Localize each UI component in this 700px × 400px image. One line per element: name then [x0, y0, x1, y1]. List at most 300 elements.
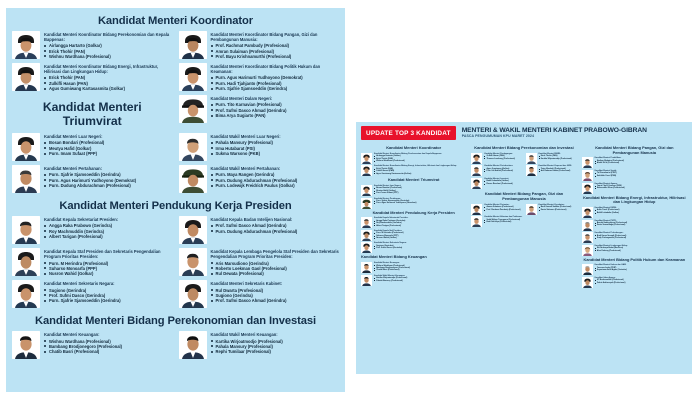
- list-item: Supratman Andi Agtas (Gerindra): [595, 269, 687, 271]
- list-item: Roy Machmuddin (Gerindra): [374, 222, 466, 224]
- list-item: Agus Gumiwang Kartasasmita (Golkar): [44, 86, 173, 91]
- entry-role: Kandidat Menteri Agama:: [594, 182, 618, 185]
- entry: [12, 165, 173, 193]
- entry-role: Kandidat Menteri Koordinator Bidang Energi, Infrastruktur, Hilirisasi dan Lingkungan Hidup:: [44, 64, 159, 75]
- mini-entry: [582, 170, 687, 181]
- entry-role: Kandidat Menteri Investasi:: [484, 177, 509, 180]
- section-triumvirat-head-row: [12, 95, 339, 133]
- list-item: Dante Saksono (Profesional): [539, 209, 577, 211]
- candidate-photo: [361, 185, 372, 196]
- entry-role: Kandidat Menteri PUPR:: [594, 219, 617, 222]
- entry: [179, 31, 340, 59]
- mini-entry: [526, 165, 577, 176]
- entry-name-list: [211, 102, 340, 118]
- entry-body: [44, 248, 173, 276]
- candidate-photo: [179, 31, 207, 59]
- candidate-photo: [471, 216, 482, 227]
- candidate-photo: [179, 133, 207, 161]
- list-item: Arifin Tasrif (Profesional): [595, 209, 687, 211]
- entry-name-list: [44, 288, 173, 304]
- candidate-photo: [471, 204, 482, 215]
- entry-name-list: [44, 75, 173, 91]
- entry-name-list: [211, 140, 340, 156]
- list-item: Prof. Sufmi Dasco (Gerindra): [374, 247, 466, 249]
- entry-body: [44, 133, 173, 156]
- mini-column-3: [582, 144, 687, 290]
- entry-role: Kandidat Menteri Koordinator Bidang Perekonomian dan Kepala Bappenas:: [44, 32, 170, 43]
- candidate-photo: [12, 133, 40, 161]
- list-item: Nasaruddin Umar (Profesional): [595, 187, 687, 189]
- mini-section-title: Kandidat Menteri Bidang Pangan, Gizi dan Pembangunan Manusia: [595, 145, 674, 155]
- list-item: Wishnu Wardhana (Profesional): [374, 160, 466, 162]
- mini-section-title: Kandidat Menteri Bidang Energi, Infrastruktur, Hilirisasi dan Lingkungan Hidup: [583, 194, 686, 205]
- list-item: Purn. Agus Harimurti Yudhoyono (Demokrat): [211, 75, 340, 80]
- list-item: Bahlil Lahadalia (Golkar): [484, 180, 522, 182]
- poster-subtitle: PASCA PENGUMUMAN KPU MARET 2024: [461, 134, 535, 139]
- entry-role: Kandidat Menteri ESDM:: [594, 206, 617, 209]
- entry-role: Kandidat Menteri Pertahanan:: [374, 197, 401, 200]
- list-item: Meutya Hafid (Golkar): [44, 146, 173, 151]
- mini-section-title: Kandidat Menteri Bidang Pangan, Gizi dan Pembangunan Manusia: [484, 191, 564, 202]
- list-item: Prof. Rachmat Pambudy (Profesional): [484, 209, 522, 211]
- list-item: Rul Dwarta (Profesional): [211, 288, 340, 293]
- list-item: Sukma Warsono (PKB): [211, 151, 340, 156]
- list-item: Aris Marsudiono (Gerindra): [211, 261, 340, 266]
- entry: [12, 216, 173, 244]
- candidate-photo: [179, 95, 207, 123]
- entry-role: Kandidat Wakil Menteri Keuangan:: [210, 332, 278, 338]
- entry-role: Kandidat Wakil Menteri Keuangan:: [374, 274, 406, 277]
- mini-body: [484, 216, 522, 223]
- list-item: Purn. Imam Sufaat (PPP): [374, 192, 466, 194]
- entry-name-list: [595, 235, 687, 240]
- mini-entry: [471, 153, 522, 164]
- entry-name-list: [44, 43, 173, 59]
- mini-body: [595, 220, 687, 227]
- list-item: ST Burhanuddin (Profesional): [595, 279, 687, 281]
- entry-body: [44, 280, 173, 303]
- list-item: Airlangga Hartarto (Golkar): [374, 155, 466, 157]
- list-item: Nadiem Makarim (Profesional): [595, 160, 687, 162]
- mini-body: [484, 178, 522, 185]
- entry-name-list: [374, 220, 466, 227]
- list-item: Zulkifli Hasan (PAN): [44, 81, 173, 86]
- list-item: Purn. Dudung Abdurachman (Profesional): [211, 178, 340, 183]
- entry-role: Kandidat Menteri Hukum dan HAM:: [594, 264, 627, 267]
- list-item: Purn. Agus Harimurti Yudhoyono (Demokrat): [374, 202, 466, 204]
- entry-role: Kandidat Wakil Menteri Luar Negeri:: [210, 134, 281, 140]
- entry-body: [211, 95, 340, 118]
- list-item: Angga Raka Prabowo (Gerindra): [44, 223, 173, 228]
- candidate-photo: [582, 232, 593, 243]
- entry-role: Kandidat Menteri Lingkungan Hidup:: [594, 244, 628, 247]
- mini-section-title: Kandidat Menteri Triumvirat: [387, 177, 440, 183]
- list-item: Tri Rismaharini (PDIP): [595, 172, 687, 174]
- list-item: Kartika Wirjoatmodjo (Profesional): [539, 158, 577, 160]
- entry-role: Kandidat Menteri Sekretaris Kabinet:: [210, 281, 283, 287]
- list-item: Erick Thohir (PAN): [44, 49, 173, 54]
- entry-body: [211, 63, 340, 91]
- list-item: Abdul Mu'ti (Profesional): [595, 162, 687, 164]
- list-item: Suharso Monoarfa (PPP): [44, 266, 173, 271]
- list-item: Nusron Wahid (Golkar): [374, 237, 466, 239]
- list-item: Suharso Monoarfa (PPP): [374, 235, 466, 237]
- entry-body: [44, 31, 173, 59]
- entry: [179, 331, 340, 359]
- mini-entry: [361, 185, 466, 196]
- entry-role: Kandidat Kepala Badan Intelijen Nasional:: [210, 217, 293, 223]
- entry-role: Kandidat Menteri Sosial:: [594, 169, 617, 172]
- mini-entry: [582, 277, 687, 288]
- entry-body: [44, 331, 173, 354]
- mini-entry: [471, 165, 522, 176]
- pendukung-col-left: [12, 216, 173, 312]
- entry-name-list: [374, 265, 466, 272]
- candidate-photo: [361, 242, 372, 253]
- mini-body: [595, 264, 687, 271]
- mini-poster-sheet: [356, 122, 692, 374]
- mini-body: [595, 232, 687, 239]
- candidate-photo: [471, 178, 482, 189]
- mini-poster-header: [361, 126, 687, 140]
- entry-role: Kandidat Menteri Koordinator Bidang Politik Hukum dan Keamanan:: [210, 64, 321, 75]
- section-perekonomian-grid: [12, 331, 339, 363]
- list-item: Wishnu Wardhana (Profesional): [374, 265, 466, 267]
- mini-body: [374, 165, 466, 175]
- entry: [12, 31, 173, 59]
- list-item: Airlangga Hartarto (Golkar): [44, 43, 173, 48]
- entry-name-list: [44, 172, 173, 188]
- perekonomian-col-right: [179, 331, 340, 363]
- list-item: Bima Arya Sugiarto (PAN): [211, 113, 340, 118]
- section-koordinator-grid: [12, 31, 339, 95]
- list-item: Nusron Wahid (Golkar): [44, 271, 173, 276]
- entry-name-list: [539, 168, 577, 173]
- entry-name-list: [211, 223, 340, 234]
- list-item: Pahala Mansury (Profesional): [211, 344, 340, 349]
- candidate-photo: [582, 183, 593, 194]
- list-item: Amran Sulaiman (Profesional): [484, 206, 522, 208]
- list-item: Purn. Sjafrie Sjamsoeddin (Gerindra): [374, 200, 466, 202]
- list-item: Teten Masduki (Profesional): [539, 168, 577, 170]
- section-pendukung-grid: [12, 216, 339, 312]
- mini-entry: [526, 204, 577, 215]
- list-item: Prof. Bayu Krishnamurthi (Profesional): [211, 54, 340, 59]
- list-item: Budi Gunadi Sadikin (Profesional): [539, 206, 577, 208]
- list-item: Rosan Roeslani (Profesional): [484, 183, 522, 185]
- list-item: Budi Sulistiyo (Profesional): [484, 221, 522, 223]
- update-badge: UPDATE TOP 3 KANDIDAT: [361, 126, 456, 140]
- list-item: Dudy Purwagandhi (Profesional): [595, 237, 687, 239]
- entry-name-list: [374, 245, 466, 250]
- entry-body: [211, 216, 340, 234]
- list-item: Bosan Bondari (Profesional): [44, 140, 173, 145]
- entry-role: Kandidat Kepala Staf Presiden:: [374, 229, 403, 232]
- mini-entry: [361, 275, 466, 286]
- list-item: Erick Thohir (PAN): [44, 75, 173, 80]
- mini-body: [595, 183, 687, 190]
- entry: [12, 63, 173, 91]
- mini-body: [484, 204, 522, 211]
- entry-name-list: [211, 261, 340, 277]
- mini-title-wrap: [462, 127, 647, 139]
- mini-entry: [582, 220, 687, 231]
- entry: [179, 63, 340, 91]
- mini-entry: [582, 232, 687, 243]
- list-item: Purn. M Herindra (Profesional): [44, 261, 173, 266]
- perekonomian-col-left: [12, 331, 173, 363]
- koordinator-col-right: [179, 31, 340, 95]
- entry-role: Kandidat Wakil Menteri Pertahanan:: [210, 166, 281, 172]
- entry-role: Kandidat Menteri BUMN:: [538, 152, 561, 155]
- entry-role: Kandidat Kepala Sekretariat Presiden:: [374, 217, 409, 220]
- mini-entry: [471, 216, 522, 227]
- mini-section-title: Kandidat Menteri Bidang Keuangan: [361, 254, 427, 260]
- triumvirat-head-entry-wrap: [179, 95, 340, 127]
- list-item: Yaqut Cholil Qoumas (PKB): [595, 185, 687, 187]
- candidate-photo: [12, 331, 40, 359]
- entry-role: Kandidat Menteri Keuangan:: [374, 262, 400, 265]
- entry-body: [44, 216, 173, 239]
- mini-entry: [471, 204, 522, 215]
- entry-body: [211, 280, 340, 303]
- mini-body: [374, 230, 466, 240]
- entry-name-list: [44, 140, 173, 156]
- candidate-photo: [582, 264, 593, 275]
- candidate-photo: [471, 165, 482, 176]
- candidate-photo: [361, 262, 372, 273]
- entry-role: Kandidat Menteri Sekretaris Negara:: [374, 242, 407, 245]
- list-item: Alue Dohong (Profesional): [595, 250, 687, 252]
- list-item: Purn. M Herindra (Profesional): [374, 232, 466, 234]
- list-item: Purn. Sjafrie Sjamsoeddin (Gerindra): [44, 172, 173, 177]
- entry-name-list: [211, 43, 340, 59]
- candidate-photo: [471, 153, 482, 164]
- list-item: Angga Raka Prabowo (Gerindra): [374, 220, 466, 222]
- mini-entry: [361, 198, 466, 209]
- entry-role: Kandidat Menteri Perindustrian:: [484, 165, 514, 168]
- candidate-photo: [582, 157, 593, 168]
- mini-entry: [582, 183, 687, 194]
- mini-body: [374, 275, 466, 282]
- entry-role: Kandidat Menteri Sekretaris Negara:: [44, 281, 115, 287]
- candidate-photo: [179, 248, 207, 276]
- entry-role: Kandidat Menteri Koordinator Bidang Energi, Infrastruktur, Hilirisasi dan Lingkungan Hidup:: [374, 165, 457, 168]
- entry-name-list: [374, 168, 466, 175]
- candidate-photo: [526, 165, 537, 176]
- mini-entry: [361, 242, 466, 253]
- section-title-triumvirat: Kandidat Menteri Triumvirat: [42, 100, 142, 129]
- list-item: Wishnu Wardhana (Profesional): [44, 339, 173, 344]
- list-item: Erick Thohir (PAN): [539, 155, 577, 157]
- candidate-photo: [12, 63, 40, 91]
- section-title-pendukung: Kandidat Menteri Pendukung Kerja Presiden: [59, 200, 292, 213]
- list-item: Zulkifli Hasan (PAN): [374, 170, 466, 172]
- mini-entry: [361, 262, 466, 273]
- entry-role: Kandidat Menteri Perdagangan:: [484, 152, 513, 155]
- right-infographic-panel: [356, 8, 692, 392]
- entry-name-list: [595, 160, 687, 165]
- mini-entry: [361, 165, 466, 176]
- entry-name-list: [44, 223, 173, 239]
- mini-pair-left: [471, 204, 522, 229]
- triumvirat-col-left: [12, 133, 173, 197]
- list-item: Yasonna Laoly (PDIP): [595, 267, 687, 269]
- entry-name-list: [211, 172, 340, 188]
- entry-role: Kandidat Menteri Kesehatan:: [538, 203, 565, 206]
- list-item: Sakti Wahyu Trenggono (Profesional): [484, 219, 522, 221]
- section-title-perekonomian: Kandidat Menteri Bidang Perekonomian dan Investasi: [35, 315, 316, 328]
- list-item: Purn. Agus Harimurti Yudhoyono (Demokrat): [44, 178, 173, 183]
- mini-entry: [526, 153, 577, 164]
- mini-pair-right: [526, 153, 577, 191]
- list-item: Purn. Dudung Abdurachman (Profesional): [211, 229, 340, 234]
- entry-role: Kandidat Kepala Staf Presiden dan Sekretaris Pengendalian Program Prioritas Presiden:: [44, 249, 161, 260]
- entry-body: [211, 133, 340, 156]
- list-item: Prof. Rachmat Pambudy (Profesional): [211, 43, 340, 48]
- mini-section-title: Kandidat Menteri Pendukung Kerja Presiden: [372, 209, 455, 215]
- list-item: Purn. Sjafrie Sjamsoeddin (Gerindra): [44, 298, 173, 303]
- entry-name-list: [211, 339, 340, 355]
- list-item: Kartika Wirjoatmodjo (Profesional): [374, 277, 466, 279]
- mini-entry: [361, 230, 466, 241]
- list-item: Prof. Sufmi Dasco Ahmad (Gerindra): [211, 108, 340, 113]
- entry-body: [44, 63, 173, 91]
- candidate-photo: [361, 153, 372, 164]
- entry-role: Kandidat Menteri Keuangan:: [44, 332, 100, 338]
- list-item: Putu Juli Ardika (Profesional): [484, 170, 522, 172]
- list-item: Purn. Dudung Abdurachman (Profesional): [44, 183, 173, 188]
- entry: [12, 248, 173, 276]
- mini-body: [374, 242, 466, 249]
- candidate-photo: [361, 165, 372, 176]
- entry-name-list: [44, 339, 173, 355]
- mini-column-2: [471, 144, 576, 290]
- mini-entry: [582, 157, 687, 168]
- mini-entry: [361, 153, 466, 164]
- list-item: Agus Gumiwang (Golkar): [484, 168, 522, 170]
- mini-entry: [361, 217, 466, 228]
- list-item: Budi Karya Sumadi (Profesional): [595, 235, 687, 237]
- list-item: Rephi Tumilaar (Profesional): [211, 349, 340, 354]
- list-item: Erick Thohir (PAN): [374, 168, 466, 170]
- candidate-photo: [361, 275, 372, 286]
- entry-role: Kandidat Menteri Koordinator Bidang Pangan, Gizi dan Pembangunan Manusia:: [210, 32, 318, 43]
- candidate-photo: [582, 207, 593, 218]
- candidate-photo: [12, 280, 40, 308]
- mini-body: [595, 207, 687, 214]
- pendukung-col-right: [179, 216, 340, 312]
- candidate-photo: [582, 170, 593, 181]
- list-item: Prof. Sufmi Dasco Ahmad (Gerindra): [211, 223, 340, 228]
- list-item: Erick Thohir (PAN): [374, 158, 466, 160]
- entry: [12, 280, 173, 308]
- entry: [179, 216, 340, 244]
- entry-name-list: [211, 75, 340, 91]
- list-item: Bahlil Lahadalia (Golkar): [595, 212, 687, 214]
- entry-name-list: [211, 288, 340, 304]
- list-item: Thomas Lembong (Profesional): [484, 158, 522, 160]
- candidate-photo: [179, 165, 207, 193]
- mini-column-1: [361, 144, 466, 290]
- list-item: Purn. Lodewijk Freidrich Paulus (Golkar): [211, 183, 340, 188]
- list-item: Prof. Sufmi Dasco Ahmad (Gerindra): [211, 298, 340, 303]
- list-item: Kartika Wirjoatmodjo (Profesional): [211, 339, 340, 344]
- list-item: Amran Sulaiman (Profesional): [211, 49, 340, 54]
- candidate-photo: [12, 31, 40, 59]
- koordinator-col-left: [12, 31, 173, 95]
- section-title-koordinator: Kandidat Menteri Koordinator: [97, 15, 254, 27]
- list-item: Purn. Tito Karnavian (Profesional): [211, 102, 340, 107]
- candidate-photo: [179, 280, 207, 308]
- list-item: Purn. Maya Rangen (Gerindra): [211, 172, 340, 177]
- entry-role: Kandidat Menteri Pertahanan:: [44, 166, 103, 172]
- entry-role: Kandidat Menteri Dalam Negeri:: [210, 96, 273, 102]
- mini-pair-left: [471, 153, 522, 191]
- list-item: Sugiono (Gerindra): [44, 288, 173, 293]
- entry-role: Kandidat Menteri Koperasi dan UKM:: [538, 165, 572, 168]
- candidate-photo: [526, 204, 537, 215]
- entry-role: Kandidat Menteri Pertanian:: [484, 203, 510, 206]
- list-item: Meutya Hafid (Golkar): [374, 190, 466, 192]
- entry-body: [211, 331, 340, 354]
- section-triumvirat-grid: [12, 133, 339, 197]
- candidate-photo: [179, 216, 207, 244]
- entry: [179, 133, 340, 161]
- entry-role: Kandidat Menteri Luar Negeri:: [44, 134, 103, 140]
- mini-section-title: Kandidat Menteri Bidang Perekonomian dan Investasi: [474, 145, 574, 150]
- list-item: Irma Hutabarat (PSI): [211, 146, 340, 151]
- entry-role: Kandidat Kepala Sekretariat Presiden:: [44, 217, 119, 223]
- entry-body: [44, 165, 173, 188]
- list-item: Wishnu Wardhana (Profesional): [44, 54, 173, 59]
- list-item: Pahala Mansury (Profesional): [211, 140, 340, 145]
- triumvirat-col-right: [179, 133, 340, 197]
- list-item: Roy Machmuddin (Gerindra): [44, 229, 173, 234]
- list-item: Siti Nurbaya Bakar (NasDem): [595, 247, 687, 249]
- mini-entry: [471, 178, 522, 189]
- entry-name-list: [484, 168, 522, 173]
- candidate-photo: [582, 277, 593, 288]
- entry-role: Kandidat Kepala Lembaga Pengelola Staf Presiden dan Sekretaris Pengendalian Program Prioritas Presiden:: [210, 249, 339, 260]
- mini-body: [595, 170, 687, 177]
- list-item: Basuki Hadimuljono (Profesional): [595, 222, 687, 224]
- list-item: Rul Dewata (Profesional): [211, 271, 340, 276]
- entry-role: Kandidat Jaksa Agung:: [594, 277, 616, 279]
- mini-pair: [471, 204, 576, 229]
- candidate-photo: [582, 245, 593, 256]
- mini-columns: [361, 144, 687, 290]
- mini-body: [374, 198, 466, 205]
- mini-body: [595, 245, 687, 252]
- mini-body: [595, 277, 687, 284]
- poster-title: MENTERI & WAKIL MENTERI KABINET PRABOWO-GIBRAN: [461, 126, 647, 134]
- list-item: Albert Tarigan (Profesional): [374, 225, 466, 227]
- entry-role: Kandidat Menteri Pendidikan:: [594, 157, 622, 160]
- candidate-photo: [361, 230, 372, 241]
- list-item: Bambang Brodjonegoro (Profesional): [44, 344, 173, 349]
- entry-body: [211, 31, 340, 59]
- list-item: Chatib Basri (Profesional): [374, 269, 466, 271]
- candidate-photo: [12, 216, 40, 244]
- list-item: Arif Rahman Hakim (Profesional): [539, 170, 577, 172]
- list-item: Danis Sumadilaga (Profesional): [595, 224, 687, 226]
- entry-name-list: [595, 279, 687, 284]
- list-item: Febrie Adriansyah (Profesional): [595, 282, 687, 284]
- mini-body: [484, 153, 522, 160]
- list-item: Chatib Basri (Profesional): [44, 349, 173, 354]
- mini-body: [539, 165, 577, 172]
